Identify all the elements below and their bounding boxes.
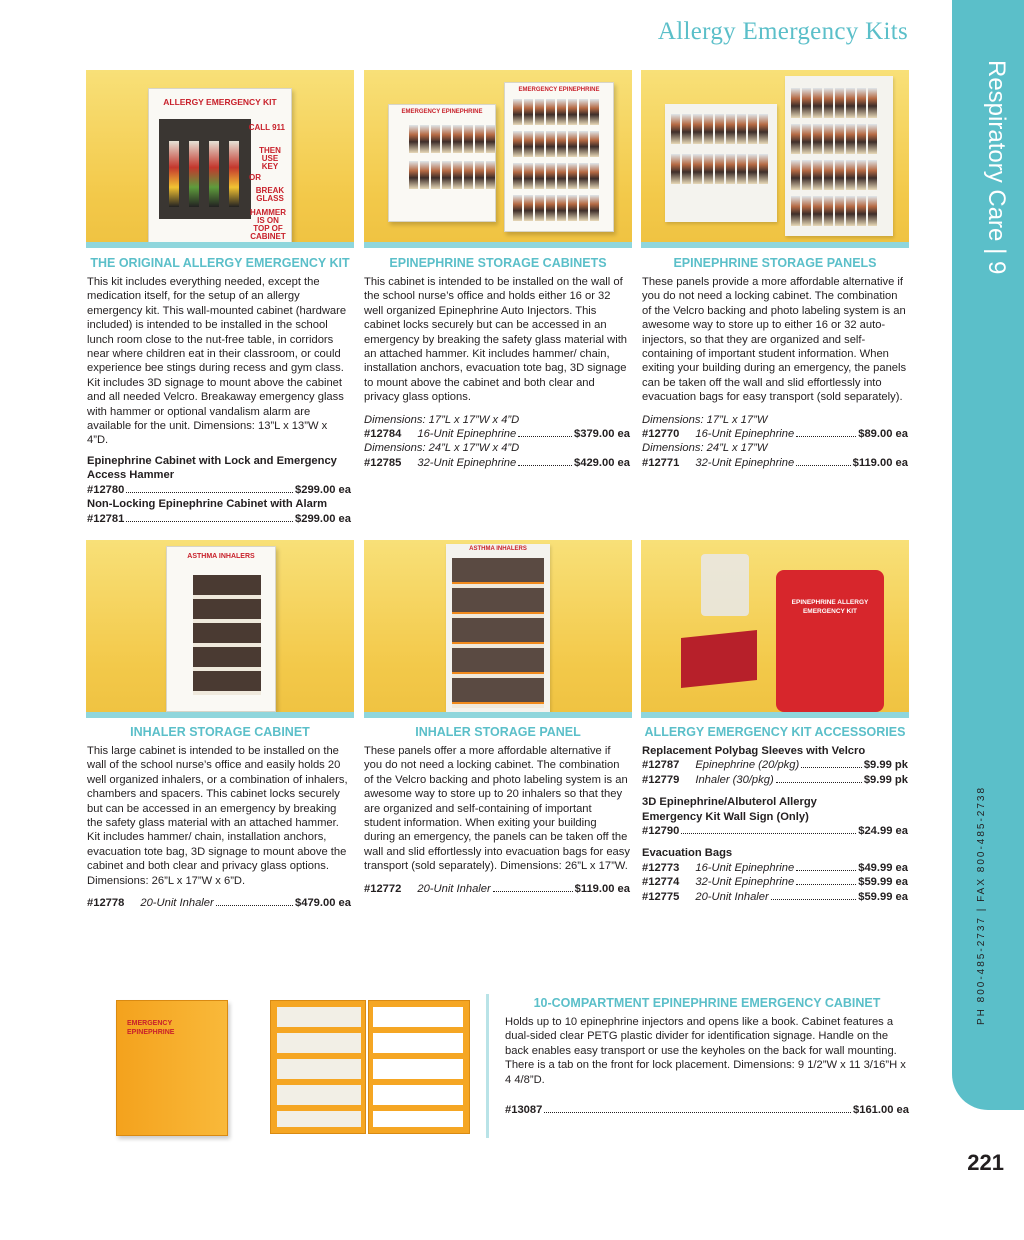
accessory-group-name: Replacement Polybag Sleeves with Velcro: [642, 745, 866, 757]
sku: #12775: [642, 890, 680, 903]
product-title-storage-panels: EPINEPHRINE STORAGE PANELS: [673, 256, 877, 270]
price: $49.99 ea: [858, 861, 908, 874]
sku: #12780: [87, 483, 125, 496]
product-block-storage-panels: [642, 275, 908, 470]
phone-fax-text: PH 800-485-2737 | FAX 800-485-2738: [976, 785, 987, 1025]
product-title-storage-cabinets: EPINEPHRINE STORAGE CABINETS: [389, 256, 607, 270]
price-row: [505, 1103, 909, 1117]
price: $9.99 pk: [863, 773, 908, 786]
inhaler-cabinet-sign: ASTHMA INHALERS: [187, 553, 255, 560]
page-title: Allergy Emergency Kits: [657, 18, 908, 45]
sku: #12771: [642, 456, 680, 469]
price-row: [87, 512, 351, 526]
kit-sign-then: THEN USE KEY: [259, 146, 281, 171]
price-row: [87, 896, 351, 910]
product-description: Holds up to 10 epinephrine injectors and opens like a book. Cabinet features a dual-sided clear PETG plastic divider for identification signage. Handle on the back enables easy transport or use the keyholes on the back for wall mounting. There is a tab on the front for lock placement. Dimensions: 9 1/2”W x 11 3/16”H x 4 4/8”D.: [505, 1016, 906, 1086]
price-row: [642, 773, 908, 787]
section-tab-label: Respiratory Care | 9: [983, 60, 1010, 275]
sku: #12779: [642, 773, 680, 786]
price-row: [642, 861, 908, 875]
price: $299.00 ea: [295, 483, 351, 496]
price: $24.99 ea: [858, 825, 908, 838]
large-cabinet: [504, 82, 614, 232]
price-row: [87, 483, 351, 497]
dimensions: Dimensions: 24”L x 17”W x 4”D: [364, 442, 520, 455]
kit-sign-title: ALLERGY EMERGENCY KIT: [163, 97, 277, 107]
product-block-inhaler-cabinet: [87, 744, 351, 910]
allergy-kit-cabinet: [148, 88, 292, 244]
inhaler-cabinet: [166, 546, 276, 712]
product-photo-10-compartment: [110, 990, 480, 1140]
sku: #12781: [87, 512, 125, 525]
dimensions: Dimensions: 17”L x 17”W x 4”D: [364, 413, 520, 426]
price-row: [364, 882, 630, 896]
inhaler-panel-sign: ASTHMA INHALERS: [469, 546, 527, 552]
product-block-accessories: [642, 744, 908, 904]
sku: #12785: [364, 456, 402, 469]
price-row: [642, 456, 908, 470]
item-desc: Inhaler (30/pkg): [695, 773, 774, 786]
product-description: This cabinet is intended to be installed on the wall of the school nurse’s office and holds either 16 or 32 well organized Epinephrine Auto Injectors. This cabinet locks securely but can be accessed in an emergency by breaking the safety glass material with an attached hammer. Kit includes hammer/ chain, installation anchors, evacuation tote bag, 3D signage to mount above the cabinet and both clear and privacy glass options.: [364, 276, 628, 404]
price-row: [364, 427, 630, 441]
kit-sign-call: CALL 911: [248, 123, 285, 132]
sku: #12773: [642, 861, 680, 874]
product-title-inhaler-panel: INHALER STORAGE PANEL: [415, 725, 581, 739]
product-title-inhaler-cabinet: INHALER STORAGE CABINET: [130, 725, 310, 739]
page-number: 221: [967, 1150, 1004, 1175]
product-photo-inhaler-panel: [364, 540, 632, 718]
item-desc: 20-Unit Inhaler: [417, 882, 491, 895]
sku: #12772: [364, 882, 402, 895]
price-row: [642, 427, 908, 441]
price: $479.00 ea: [295, 897, 351, 910]
price-row: [642, 824, 908, 838]
accessory-group-name: Evacuation Bags: [642, 847, 733, 860]
price: $9.99 pk: [863, 759, 908, 772]
price-row: [642, 890, 908, 904]
kit-sign-break: BREAK GLASS: [255, 186, 285, 203]
product-title-original-kit: THE ORIGINAL ALLERGY EMERGENCY KIT: [90, 256, 350, 270]
evacuation-bag-label: EPINEPHRINE ALLERGY EMERGENCY KIT: [791, 599, 869, 615]
price: $161.00 ea: [853, 1104, 909, 1117]
product-block-storage-cabinets: [364, 275, 630, 470]
product-photo-accessories: [641, 540, 909, 718]
product-title-10-compartment: 10-COMPARTMENT EPINEPHRINE EMERGENCY CABINET: [533, 996, 881, 1010]
price-row: [642, 758, 908, 772]
large-panel: [785, 76, 893, 236]
item-desc: 32-Unit Epinephrine: [695, 456, 795, 469]
kit-sign-hammer: HAMMER IS ON TOP OF CABINET: [250, 208, 286, 241]
price: $379.00 ea: [574, 428, 630, 441]
price-row: [364, 456, 630, 470]
item-desc: 16-Unit Epinephrine: [695, 861, 795, 874]
item-desc: Epinephrine (20/pkg): [695, 759, 800, 772]
product-description: These panels provide a more affordable alternative if you do not need a locking cabinet. The combination of the Velcro backing and photo labeling system is an awesome way to store up to either 16 or 32 auto-injectors, so that they are organized and self-containing of important student information. When exiting your building during an emergency, the panels can be taken off the wall and slid effortlessly into evacuation bags for easy transport (sold separately).: [642, 276, 907, 404]
inhaler-panel: [446, 544, 550, 712]
divider-line: [486, 994, 489, 1138]
price: $429.00 ea: [574, 456, 630, 469]
price: $119.00 ea: [574, 882, 630, 895]
sku: #12778: [87, 897, 125, 910]
sku: #12787: [642, 759, 680, 772]
option-name: Epinephrine Cabinet with Lock and Emergency Access Hammer: [87, 454, 337, 482]
dimensions: Dimensions: 17”L x 17”W: [642, 413, 768, 426]
small-cabinet: [388, 104, 496, 222]
item-desc: 16-Unit Epinephrine: [417, 428, 517, 441]
small-panel: [665, 104, 777, 222]
item-desc: 20-Unit Inhaler: [140, 897, 214, 910]
product-block-inhaler-panel: [364, 744, 630, 896]
product-block-original-kit: [87, 275, 351, 526]
price: $59.99 ea: [858, 876, 908, 889]
product-title-accessories: ALLERGY EMERGENCY KIT ACCESSORIES: [644, 725, 906, 739]
product-photo-storage-cabinets: [364, 70, 632, 248]
item-desc: 16-Unit Epinephrine: [695, 428, 795, 441]
price: $299.00 ea: [295, 512, 351, 525]
product-photo-storage-panels: [641, 70, 909, 248]
sku: #13087: [505, 1104, 543, 1117]
sku: #12784: [364, 428, 402, 441]
small-cabinet-sign: EMERGENCY EPINEPHRINE: [401, 109, 483, 115]
sku: #12790: [642, 825, 680, 838]
item-desc: 20-Unit Inhaler: [695, 890, 769, 903]
product-photo-original-kit: [86, 70, 354, 248]
sku: #12770: [642, 428, 680, 441]
dimensions: Dimensions: 24”L x 17”W: [642, 442, 768, 455]
price-row: [642, 875, 908, 889]
product-description: These panels offer a more affordable alternative if you do not need a locking cabinet. The combination of the Velcro backing and photo labeling system is an awesome way to store up to 20 inhalers so that they are organized and self-containing of important student information. When exiting your building during an emergency, the panels can be taken off the wall and slid effortlessly into evacuation bags for easy transport (sold separately). Dimensions: 26”L x 17”W.: [364, 745, 630, 873]
product-photo-inhaler-cabinet: [86, 540, 354, 718]
item-desc: 32-Unit Epinephrine: [417, 456, 517, 469]
item-desc: 32-Unit Epinephrine: [695, 876, 795, 889]
product-block-10-compartment: [505, 1015, 909, 1117]
price: $59.99 ea: [858, 890, 908, 903]
cabinet-front-label: EMERGENCY EPINEPHRINE: [127, 1020, 175, 1036]
accessory-group-name: 3D Epinephrine/Albuterol Allergy Emergency Kit Wall Sign (Only): [642, 796, 817, 823]
option-name: Non-Locking Epinephrine Cabinet with Alarm: [87, 498, 328, 511]
product-description: This kit includes everything needed, except the medication itself, for the setup of an allergy emergency kit. This wall-mounted cabinet (hardware included) is intended to be installed in the school lunch room close to the nut-free table, in corridors near where children eat in their classroom, or could experience bee stings during recess and gym class. Kit includes 3D signage to mount above the cabinet and all needed Velcro. Breakaway emergency glass with hammer or optional vandalism alarm are available for the unit. Dimensions: 13”L x 13”W x 4”D.: [87, 276, 347, 447]
large-cabinet-sign: EMERGENCY EPINEPHRINE: [518, 87, 600, 93]
price: $89.00 ea: [858, 428, 908, 441]
price: $119.00 ea: [852, 456, 908, 469]
sku: #12774: [642, 876, 680, 889]
contact-info: [976, 775, 996, 1025]
product-description: This large cabinet is intended to be installed on the wall of the school nurse’s office and easily holds 20 well organized inhalers, or a combination of inhalers, chambers and spacers. This cabinet locks securely but can be accessed in an emergency by breaking the safety glass material with an attached hammer. Kit includes hammer/ chain, installation anchors, evacuation tote bag, 3D signage to mount above the cabinet and both clear and privacy glass options. Dimensions: 26”L x 17”W x 6”D.: [87, 745, 348, 887]
kit-sign-or: OR: [249, 173, 261, 182]
